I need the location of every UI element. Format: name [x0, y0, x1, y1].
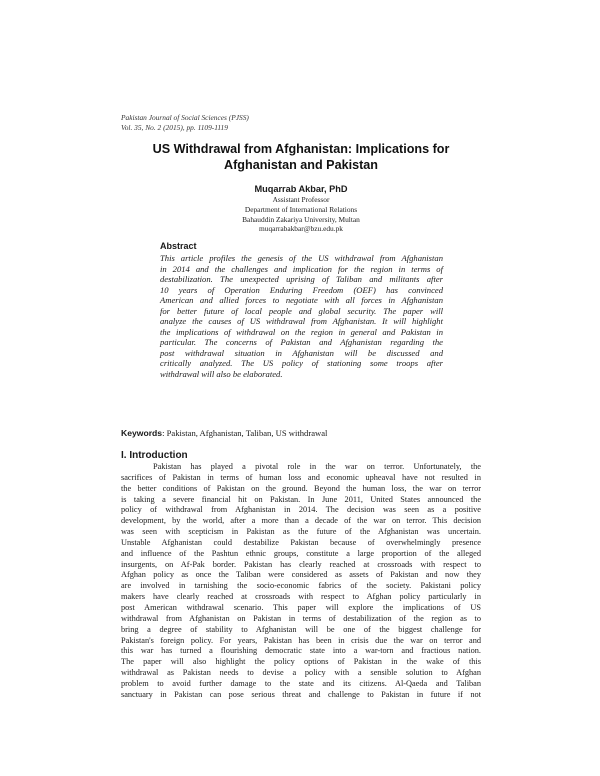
introduction-heading: I. Introduction	[121, 450, 188, 461]
body-line: problem to avoid further damage to the state and its citizens. Al-Qaeda and Taliban	[121, 678, 481, 688]
introduction-body	[121, 462, 481, 701]
author-name: Muqarrab Akbar, PhD	[254, 184, 348, 194]
abstract-line: particular. The concerns of Pakistan and Afghanistan regarding the	[160, 337, 443, 347]
body-line: bring a degree of stability to Afghanistan will be one of the biggest challenge for	[121, 624, 481, 634]
journal-name: Pakistan Journal of Social Sciences (PJSS)	[121, 113, 249, 122]
abstract-line: This article profiles the genesis of the US withdrawal from Afghanistan	[160, 253, 443, 263]
body-line: post American withdrawal scenario. This paper will explore the implications of US	[121, 602, 481, 612]
abstract-heading: Abstract	[160, 241, 197, 251]
body-line: Pakistan has played a pivotal role in the war on terror. Unfortunately, the	[153, 462, 481, 471]
body-line: sanctuary in Pakistan can pose serious threat and challenge to Pakistan in future if not	[121, 689, 481, 699]
paper-title	[121, 141, 481, 173]
body-line: policy of withdrawal from Afghanistan in 2014. The decision was seen as a positive	[121, 505, 481, 515]
abstract-line: the implications of withdrawal on the region in general and Pakistan in	[160, 326, 443, 337]
keywords-text: : Pakistan, Afghanistan, Taliban, US withdrawal	[162, 428, 328, 438]
abstract-line: American and allied forces to negotiate with all forces in Afghanistan	[160, 295, 443, 305]
body-line: sacrifices of Pakistan in terms of human loss and economic upheaval have not resulted in	[121, 472, 481, 482]
body-line: Unstable Afghanistan could destabilize Pakistan because of overwhelmingly presence	[121, 537, 481, 547]
journal-issue: Vol. 35, No. 2 (2015), pp. 1109-1119	[121, 123, 228, 132]
abstract-line: critically analyzed. The US policy of stationing some troops after	[160, 358, 443, 368]
author-email: muqarrabakbar@bzu.edu.pk	[259, 224, 343, 234]
keywords	[121, 428, 481, 439]
author-position: Assistant Professor	[272, 195, 330, 204]
body-line: The paper will also highlight the policy options of Pakistan in the wake of this	[121, 657, 481, 667]
abstract-line: in 2014 and the challenges and implication for the region in terms of	[160, 263, 443, 274]
journal-header	[121, 113, 481, 133]
body-line: was seen with scepticism in Pakistan as the future of the Afghanistan was uncertain.	[121, 527, 481, 537]
title-line: Afghanistan and Pakistan	[224, 158, 378, 172]
body-line: is taking a severe financial hit on Pakistan. In June 2011, United States announced the	[121, 494, 481, 504]
author-university: Bahauddin Zakariya University, Multan	[242, 214, 360, 224]
body-line: makers have clearly reached at crossroads with respect to Afghan policy particularly in	[121, 592, 481, 602]
body-line: development, by the world, after a more than a decade of the war on terror. This decision	[121, 516, 481, 526]
body-line: the better conditions of Pakistan on the ground. Beyond the human loss, the war on terror	[121, 483, 481, 493]
abstract-line: destabilization. The unexpected uprising of Taliban and militants after	[160, 274, 443, 284]
abstract-line: post withdrawal situation in Afghanistan will be discussed and	[160, 347, 443, 358]
body-line: withdrawal from Afghanistan on Pakistan in terms of destabilization of the region as to	[121, 613, 481, 623]
body-line: insurgents, on Af-Pak border. Pakistan has clearly reached at crossroads with respect to	[121, 559, 481, 569]
abstract-section	[160, 240, 443, 379]
author-department: Department of International Relations	[244, 204, 358, 214]
body-line: Pakistan's foreign policy. For years, Pakistan has been in crisis due the war on terror and	[121, 635, 481, 645]
body-line: and influence of the Pashtun ethnic groups, constitute a large proportion of the alleged	[121, 548, 481, 558]
abstract-line: analyze the causes of US withdrawal from Afghanistan. It will highlight	[160, 316, 443, 326]
body-line: withdrawal as Pakistan needs to devise a policy with a sensible solution to Afghan	[121, 668, 481, 678]
author-block	[121, 183, 481, 234]
abstract-line: for better future of local people and global security. The paper will	[160, 305, 443, 316]
title-line: US Withdrawal from Afghanistan: Implications for	[152, 142, 450, 156]
keywords-label: Keywords	[121, 428, 163, 438]
body-line: Afghan policy as once the Taliban were considered as assets of Pakistan and now they	[121, 570, 481, 580]
abstract-line: withdrawal will also be elaborated.	[160, 368, 283, 379]
abstract-line: 10 years of Operation Enduring Freedom (OEF) has convinced	[160, 284, 443, 295]
body-line: this war has turned a flourishing democratic state into a war-torn and fractious nation.	[121, 646, 481, 656]
body-line: are involved in tarnishing the socio-economic fabrics of the society. Pakistani policy	[121, 581, 481, 591]
